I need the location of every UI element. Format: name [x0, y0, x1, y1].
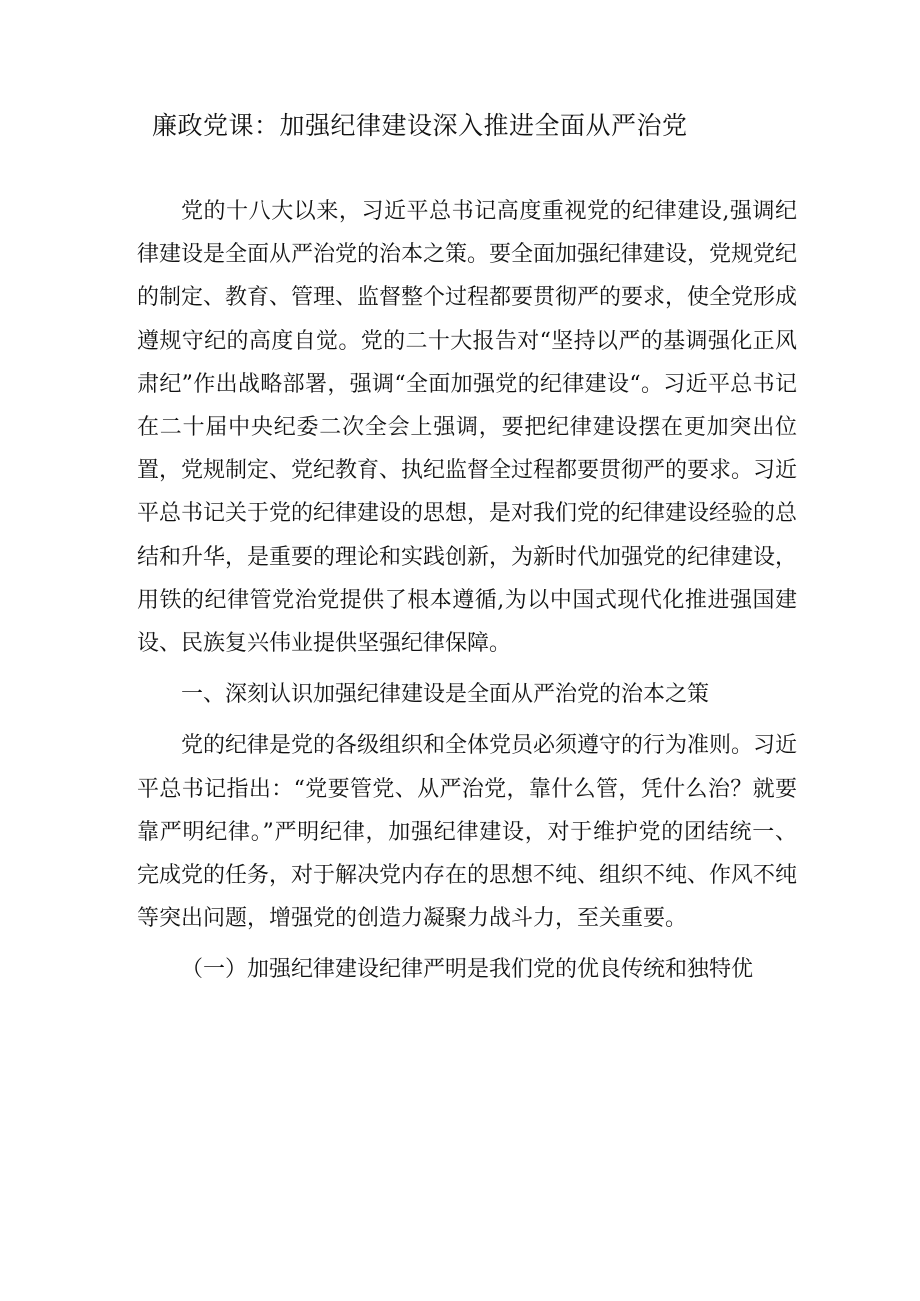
paragraph-discipline: 党的纪律是党的各级组织和全体党员必须遵守的行为准则。习近平总书记指出：“党要管党、从严治党，靠什么管，凭什么治？就要靠严明纪律。”严明纪律，加强纪律建设，对于维护党的团结统一、完成党的任务，对于解决党内存在的思想不纯、组织不纯、作风不纯等突出问题，增强党的创造力凝聚力战斗力，至关重要。: [137, 733, 798, 932]
subsection-heading-1: （一）加强纪律建设纪律严明是我们党的优良传统和独特优: [181, 957, 754, 983]
document-title: 廉政党课：加强纪律建设深入推进全面从严治党: [152, 111, 688, 140]
paragraph-intro: 党的十八大以来，习近平总书记高度重视党的纪律建设,强调纪律建设是全面从严治党的治本之策。要全面加强纪律建设，党规党纪的制定、教育、管理、监督整个过程都要贯彻严的要求，使全党形成遵规守纪的高度自觉。党的二十大报告对“坚持以严的基调强化正风肃纪”作出战略部署，强调“全面加强党的纪律建设“。习近平总书记在二十届中央纪委二次全会上强调，要把纪律建设摆在更加突出位置，党规制定、党纪教育、执纪监督全过程都要贯彻严的要求。习近平总书记关于党的纪律建设的思想，是对我们党的纪律建设经验的总结和升华，是重要的理论和实践创新，为新时代加强党的纪律建设，用铁的纪律管党治党提供了根本遵循,为以中国式现代化推进强国建设、民族复兴伟业提供坚强纪律保障。: [137, 199, 798, 657]
document-body: [137, 190, 797, 992]
section-heading-1: 一、深刻认识加强纪律建设是全面从严治党的治本之策: [181, 682, 710, 708]
